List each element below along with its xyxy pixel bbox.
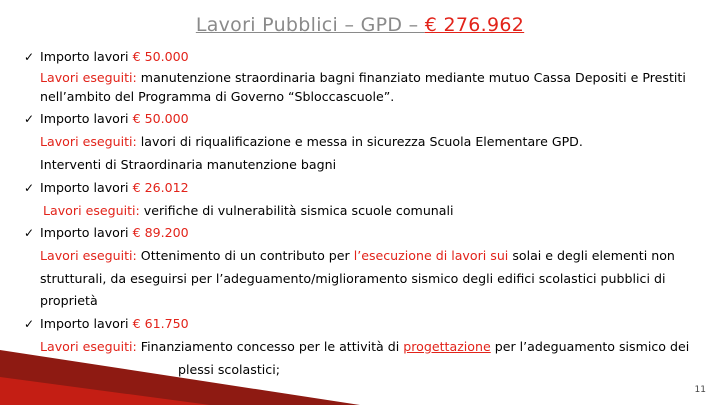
item-2-line-2 [40, 157, 336, 173]
item-3-header [24, 180, 189, 196]
item-4-header [24, 225, 189, 241]
item-label: Importo lavori [40, 49, 133, 64]
item-1-line-2 [40, 89, 394, 105]
works-text-after: solai e degli elementi non [508, 248, 675, 263]
item-2-header [24, 111, 189, 127]
item-amount: € 50.000 [132, 111, 189, 126]
item-amount: € 50.000 [132, 49, 189, 64]
check-icon: ✓ [24, 112, 35, 126]
item-label: Importo lavori [40, 225, 133, 240]
works-label: Lavori eseguiti: [40, 134, 137, 149]
item-amount: € 61.750 [132, 316, 189, 331]
item-amount: € 89.200 [132, 225, 189, 240]
check-icon: ✓ [24, 226, 35, 240]
item-1-header [24, 49, 189, 65]
item-2-line-1 [40, 134, 583, 150]
item-5-header [24, 316, 189, 332]
works-text: lavori di riqualificazione e messa in sicurezza Scuola Elementare GPD. [136, 134, 583, 149]
item-label: Importo lavori [40, 111, 133, 126]
works-text: strutturali, da eseguirsi per l’adeguamento/miglioramento sismico degli edifici scolastici pubblici di [40, 271, 666, 286]
check-icon: ✓ [24, 50, 35, 64]
works-text: plessi scolastici; [178, 362, 280, 377]
item-4-line-2 [40, 271, 665, 287]
works-text: manutenzione straordinaria bagni finanziato mediante mutuo Cassa Depositi e Prestiti [136, 70, 686, 85]
item-label: Importo lavori [40, 316, 133, 331]
works-text: nell’ambito del Programma di Governo “Sbloccascuole”. [40, 89, 395, 104]
item-4-line-1 [40, 248, 675, 264]
works-text: Finanziamento concesso per le attività di [136, 339, 404, 354]
works-text-after: per l’adeguamento sismico dei [490, 339, 690, 354]
check-icon: ✓ [24, 317, 35, 331]
works-label: Lavori eseguiti: [40, 248, 137, 263]
check-icon: ✓ [24, 181, 35, 195]
works-highlight: l’esecuzione di lavori sui [353, 248, 509, 263]
item-label: Importo lavori [40, 180, 133, 195]
works-text: Ottenimento di un contributo per [136, 248, 354, 263]
title-amount: € 276.962 [424, 14, 525, 36]
works-label: Lavori eseguiti: [40, 70, 137, 85]
works-text: proprietà [40, 293, 98, 308]
works-label: Lavori eseguiti: [43, 203, 140, 218]
item-4-line-3 [40, 293, 98, 309]
corner-decoration-accent [0, 377, 210, 405]
title-text: Lavori Pubblici – GPD – [195, 14, 425, 36]
works-text: verifiche di vulnerabilità sismica scuole comunali [139, 203, 454, 218]
item-1-line-1 [40, 70, 686, 86]
item-3-line-1 [43, 203, 454, 219]
works-text: Interventi di Straordinaria manutenzione bagni [40, 157, 337, 172]
item-amount: € 26.012 [132, 180, 189, 195]
works-highlight: progettazione [403, 339, 491, 354]
page-number: 11 [694, 385, 706, 395]
works-label: Lavori eseguiti: [40, 339, 137, 354]
